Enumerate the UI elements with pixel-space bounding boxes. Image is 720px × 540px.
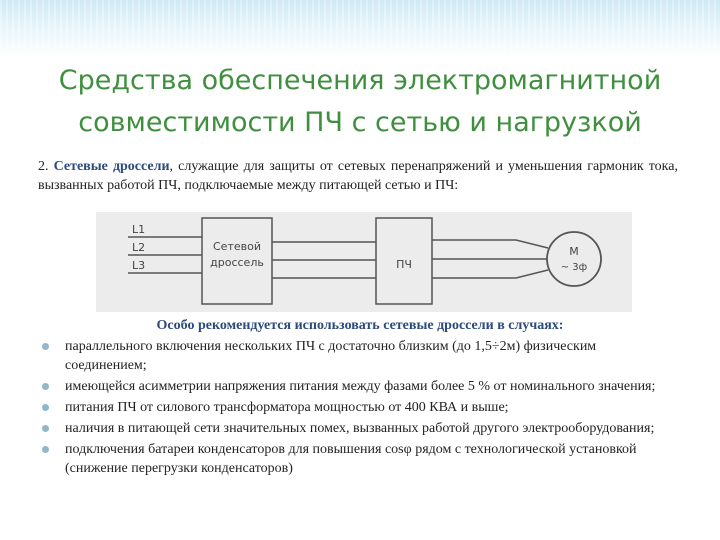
line-l3-label: L3	[132, 259, 146, 272]
list-item	[40, 377, 680, 396]
intro-paragraph	[38, 157, 678, 195]
bullet-dot-icon	[42, 383, 49, 390]
bullet-list	[40, 337, 680, 480]
list-item-text: имеющейся асимметрии напряжения питания между фазами более 5 % от номинального значения;	[65, 379, 656, 394]
header-gradient-band	[0, 0, 720, 56]
wire-drive-motor-1	[432, 240, 548, 248]
motor-label-line2: ~ 3ф	[560, 262, 588, 273]
motor-label-line1: M	[569, 245, 579, 258]
recommendation-heading: Особо рекомендуется использовать сетевые дроссели в случаях:	[156, 318, 564, 333]
list-item	[40, 398, 680, 417]
circuit-diagram-svg	[96, 212, 632, 312]
bullet-dot-icon	[42, 343, 49, 350]
slide-title: Средства обеспечения электромагнитной совместимости ПЧ с сетью и нагрузкой	[58, 65, 662, 138]
list-item-text: наличия в питающей сети значительных помех, вызванных работой другого электрооборудования;	[65, 421, 655, 436]
line-l2-label: L2	[132, 241, 146, 254]
wire-drive-motor-3	[432, 270, 548, 278]
list-item-text: питания ПЧ от силового трансформатора мощностью от 400 КВА и выше;	[65, 400, 509, 415]
circuit-diagram	[96, 212, 632, 312]
reactor-label-line2: дроссель	[210, 256, 264, 269]
list-item	[40, 419, 680, 438]
reactor-label-line1: Сетевой	[213, 240, 261, 253]
list-item	[40, 337, 680, 375]
list-item-text: параллельного включения нескольких ПЧ с достаточно близким (до 1,5÷2м) физическим соединением;	[65, 339, 597, 373]
intro-text: , служащие для защиты от сетевых перенапряжений и уменьшения гармоник тока, вызванных работой ПЧ, подключаемые между питающей сетью и ПЧ:	[38, 159, 678, 193]
motor-circle	[547, 232, 601, 286]
list-item-text: подключения батареи конденсаторов для повышения cosφ рядом с технологической установкой (снижение перегрузки конденсаторов)	[65, 442, 637, 476]
bullet-dot-icon	[42, 425, 49, 432]
bullet-dot-icon	[42, 404, 49, 411]
drive-label: ПЧ	[396, 258, 412, 271]
line-l1-label: L1	[132, 223, 146, 236]
bullet-dot-icon	[42, 446, 49, 453]
intro-highlight: Сетевые дроссели	[53, 159, 170, 174]
intro-number: 2.	[38, 159, 49, 174]
list-item	[40, 440, 680, 478]
